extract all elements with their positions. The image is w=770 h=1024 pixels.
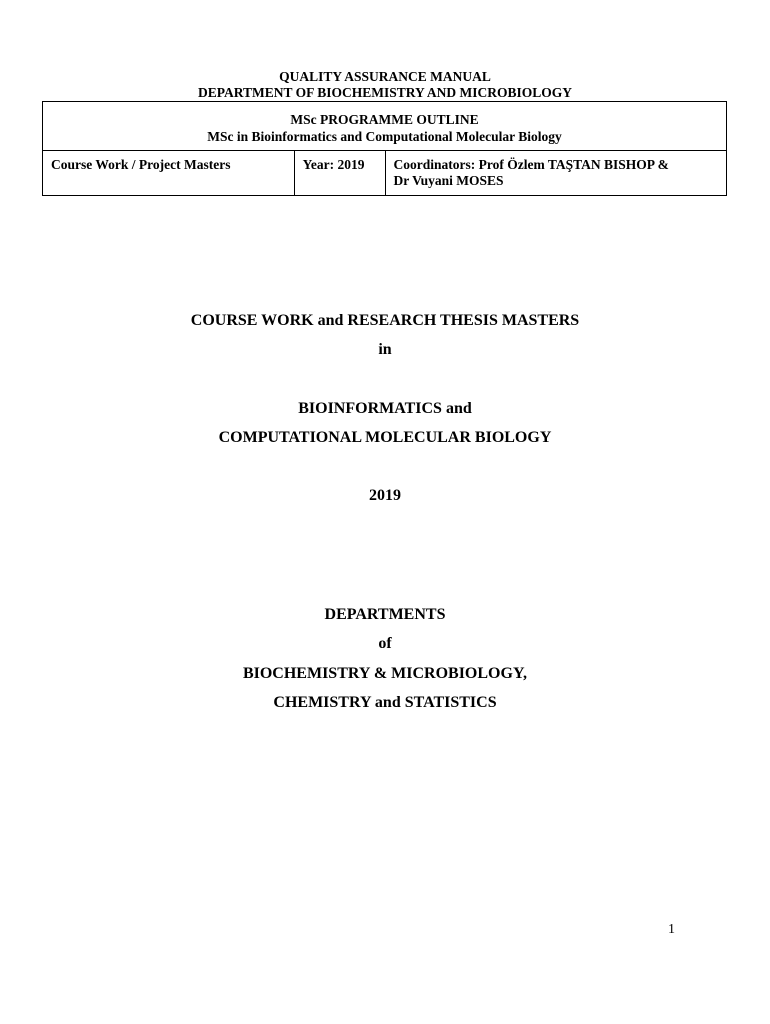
page-number: 1 [668, 922, 675, 937]
main-title-year: 2019 [369, 487, 401, 504]
department-name: DEPARTMENT OF BIOCHEMISTRY AND MICROBIOLOGY [197, 85, 573, 100]
manual-title: QUALITY ASSURANCE MANUAL [279, 69, 491, 84]
departments-line-4: CHEMISTRY and STATISTICS [273, 694, 497, 711]
programme-name: MSc in Bioinformatics and Computational Molecular Biology [207, 129, 562, 144]
course-type-cell [43, 151, 295, 196]
programme-info-table [42, 101, 727, 196]
year-cell [294, 151, 385, 196]
course-type: Course Work / Project Masters [51, 157, 231, 172]
programme-outline-row [43, 102, 727, 151]
programme-year: Year: 2019 [302, 157, 365, 172]
main-title-line-1: COURSE WORK and RESEARCH THESIS MASTERS [190, 312, 580, 329]
departments-line-3: BIOCHEMISTRY & MICROBIOLOGY, [242, 665, 528, 682]
departments-line-1: DEPARTMENTS [324, 606, 446, 623]
programme-outline-cell [43, 102, 727, 151]
coordinators-line-1: Coordinators: Prof Özlem TAŞTAN BISHOP & [393, 157, 669, 172]
programme-details-row [43, 151, 727, 196]
coordinators-cell [385, 151, 727, 196]
main-title-line-3: BIOINFORMATICS and [298, 400, 472, 417]
document-header [0, 69, 770, 101]
main-title-line-4: COMPUTATIONAL MOLECULAR BIOLOGY [218, 429, 552, 446]
main-title-line-2: in [378, 341, 392, 358]
outline-title: MSc PROGRAMME OUTLINE [290, 112, 479, 127]
coordinators-line-2: Dr Vuyani MOSES [393, 173, 504, 188]
departments-line-2: of [378, 635, 392, 652]
